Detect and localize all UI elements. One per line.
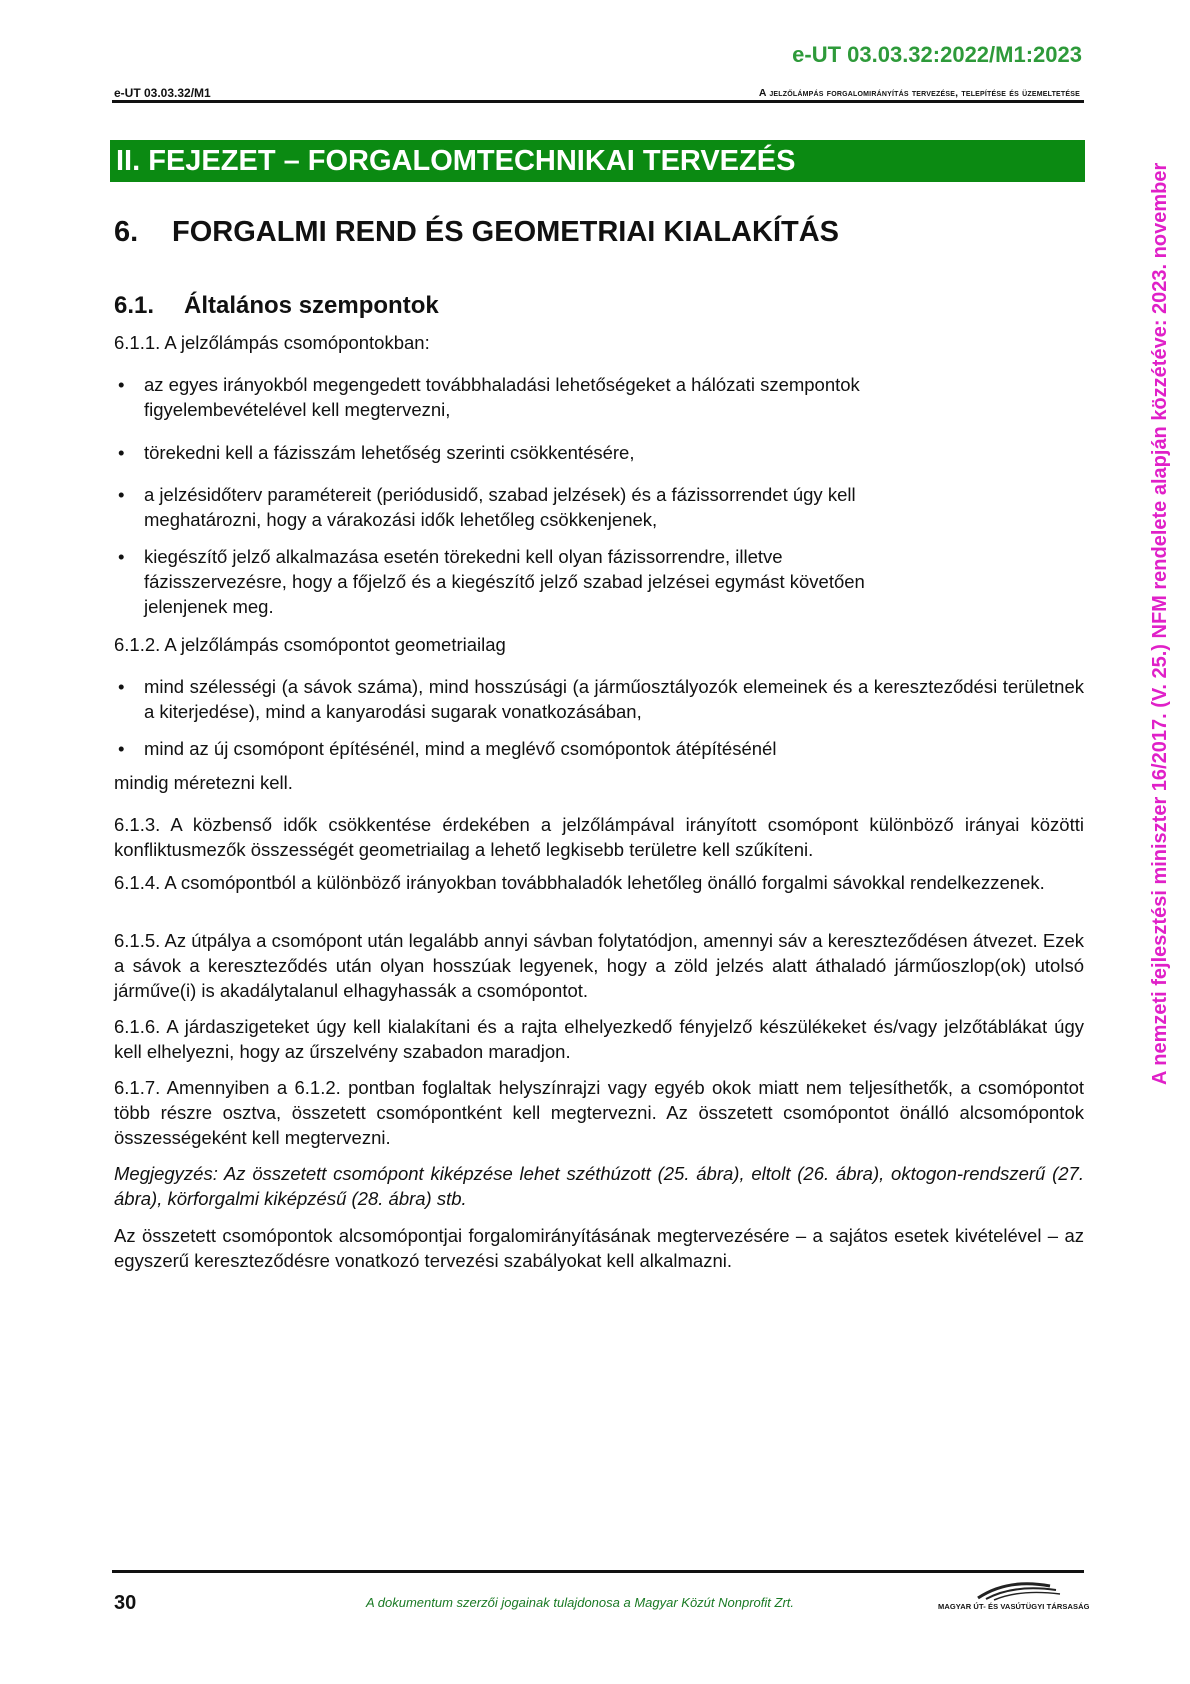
list-item xyxy=(114,736,1084,761)
paragraph-6-1-1: 6.1.1. A jelzőlámpás csomópontokban: xyxy=(114,332,430,353)
logo-text: MAGYAR ÚT- ÉS VASÚTÜGYI TÁRSASÁG xyxy=(938,1602,1090,1611)
section-number: 6. xyxy=(114,216,139,248)
note-paragraph: Megjegyzés: Az összetett csomópont kiképzése lehet széthúzott (25. ábra), eltolt (26. ábra), oktogon-rendszerű (27. ábra), körforgalmi kiképzésű (28. ábra) stb. xyxy=(114,1163,1084,1209)
list-item xyxy=(114,440,1084,465)
list-item-text: törekedni kell a fázisszám lehetőség szerinti csökkentésére, xyxy=(144,442,635,463)
paragraph-6-1-5: 6.1.5. Az útpálya a csomópont után legalább annyi sávban folytatódjon, amennyi sáv a kereszteződésen átvezet. Ezek a sávok a kereszteződés után olyan hosszúak legyenek, hogy a zöld jelzés alatt áthaladó járműoszlop(ok) utolsó járműve(i) is akadálytalanul elhagyhassák a csomópontot. xyxy=(114,930,1084,1001)
footer-copyright: A dokumentum szerzői jogainak tulajdonosa a Magyar Közút Nonprofit Zrt. xyxy=(365,1595,794,1610)
bullet-icon: • xyxy=(118,546,125,567)
bullet-icon: • xyxy=(118,442,125,463)
paragraph-6-1-2: 6.1.2. A jelzőlámpás csomópontot geometriailag xyxy=(114,634,506,655)
paragraph-6-1-4: 6.1.4. A csomópontból a különböző irányokban továbbhaladók lehetőleg önálló forgalmi sávokkal rendelkezzenek. xyxy=(114,872,1045,893)
document-code: e-UT 03.03.32:2022/M1:2023 xyxy=(792,42,1082,67)
final-paragraph: Az összetett csomópontok alcsomópontjai forgalomirányításának megtervezésére – a sajátos esetek kivételével – az egyszerű kereszteződésre vonatkozó tervezési szabályokat kell alkalmazni. xyxy=(114,1225,1084,1271)
bullet-icon: • xyxy=(118,738,125,759)
bullet-icon: • xyxy=(118,374,125,395)
footer-rule xyxy=(112,1570,1084,1573)
subsection-title xyxy=(114,292,439,320)
road-society-logo xyxy=(938,1576,1088,1616)
bullet-icon: • xyxy=(118,676,125,697)
paragraph-6-1-3: 6.1.3. A közbenső idők csökkentése érdekében a jelzőlámpával irányított csomópont különböző irányai közötti konfliktusmezők összességét geometriailag a lehető legkisebb területre kell szűkíteni. xyxy=(114,814,1084,860)
subsection-number: 6.1. xyxy=(114,292,155,319)
header-right-title: A jelzőlámpás forgalomirányítás tervezése, telepítése és üzemeltetése xyxy=(758,87,1080,99)
header-rule xyxy=(112,100,1084,103)
paragraph-6-1-2-end: mindig méretezni kell. xyxy=(114,772,293,793)
page-number: 30 xyxy=(114,1592,137,1614)
list-item xyxy=(114,674,1084,724)
paragraph-6-1-6: 6.1.6. A járdaszigeteket úgy kell kialakítani és a rajta elhelyezkedő fényjelző készülékeket és/vagy jelzőtáblákat úgy kell elhelyezni, hogy az űrszelvény szabadon maradjon. xyxy=(114,1016,1084,1062)
section-title xyxy=(114,216,839,249)
list-item-text: kiegészítő jelző alkalmazása esetén törekedni kell olyan fázissorrendre, illetve fázisszervezésre, hogy a főjelző és a kiegészítő jelző szabad jelzései egymást követően jelenjenek meg. xyxy=(144,546,865,617)
list-item xyxy=(114,544,884,619)
chapter-banner: II. FEJEZET – FORGALOMTECHNIKAI TERVEZÉS xyxy=(110,140,1085,182)
bullet-icon: • xyxy=(118,484,125,505)
section-title-text: FORGALMI REND ÉS GEOMETRIAI KIALAKÍTÁS xyxy=(172,216,839,248)
paragraph-6-1-7: 6.1.7. Amennyiben a 6.1.2. pontban foglaltak helyszínrajzi vagy egyéb okok miatt nem teljesíthetők, a csomópontot több részre osztva, összetett csomópontként kell megtervezni. Az összetett csomópontot önálló alcsomópontok összességeként kell megtervezni. xyxy=(114,1077,1084,1148)
subsection-title-text: Általános szempontok xyxy=(184,292,439,319)
side-publication-note: A nemzeti fejlesztési miniszter 16/2017. (V. 25.) NFM rendelete alapján közzétéve: 2023. november xyxy=(1149,162,1171,1085)
list-item-text: az egyes irányokból megengedett továbbhaladási lehetőségeket a hálózati szempontok figyelembevételével kell megtervezni, xyxy=(144,374,860,420)
road-society-logo-icon xyxy=(938,1576,1088,1602)
list-item-text: mind az új csomópont építésénél, mind a meglévő csomópontok átépítésénél xyxy=(144,738,777,759)
header-left-code: e-UT 03.03.32/M1 xyxy=(114,86,211,100)
list-item xyxy=(114,482,894,532)
list-item-text: a jelzésidőterv paramétereit (periódusidő, szabad jelzések) és a fázissorrendet úgy kell meghatározni, hogy a várakozási idők lehetőleg csökkenjenek, xyxy=(144,484,856,530)
list-item xyxy=(114,372,874,422)
list-item-text: mind szélességi (a sávok száma), mind hosszúsági (a járműosztályozók elemeinek és a kereszteződési területnek a kiterjedése), mind a kanyarodási sugarak vonatkozásában, xyxy=(144,676,1084,722)
